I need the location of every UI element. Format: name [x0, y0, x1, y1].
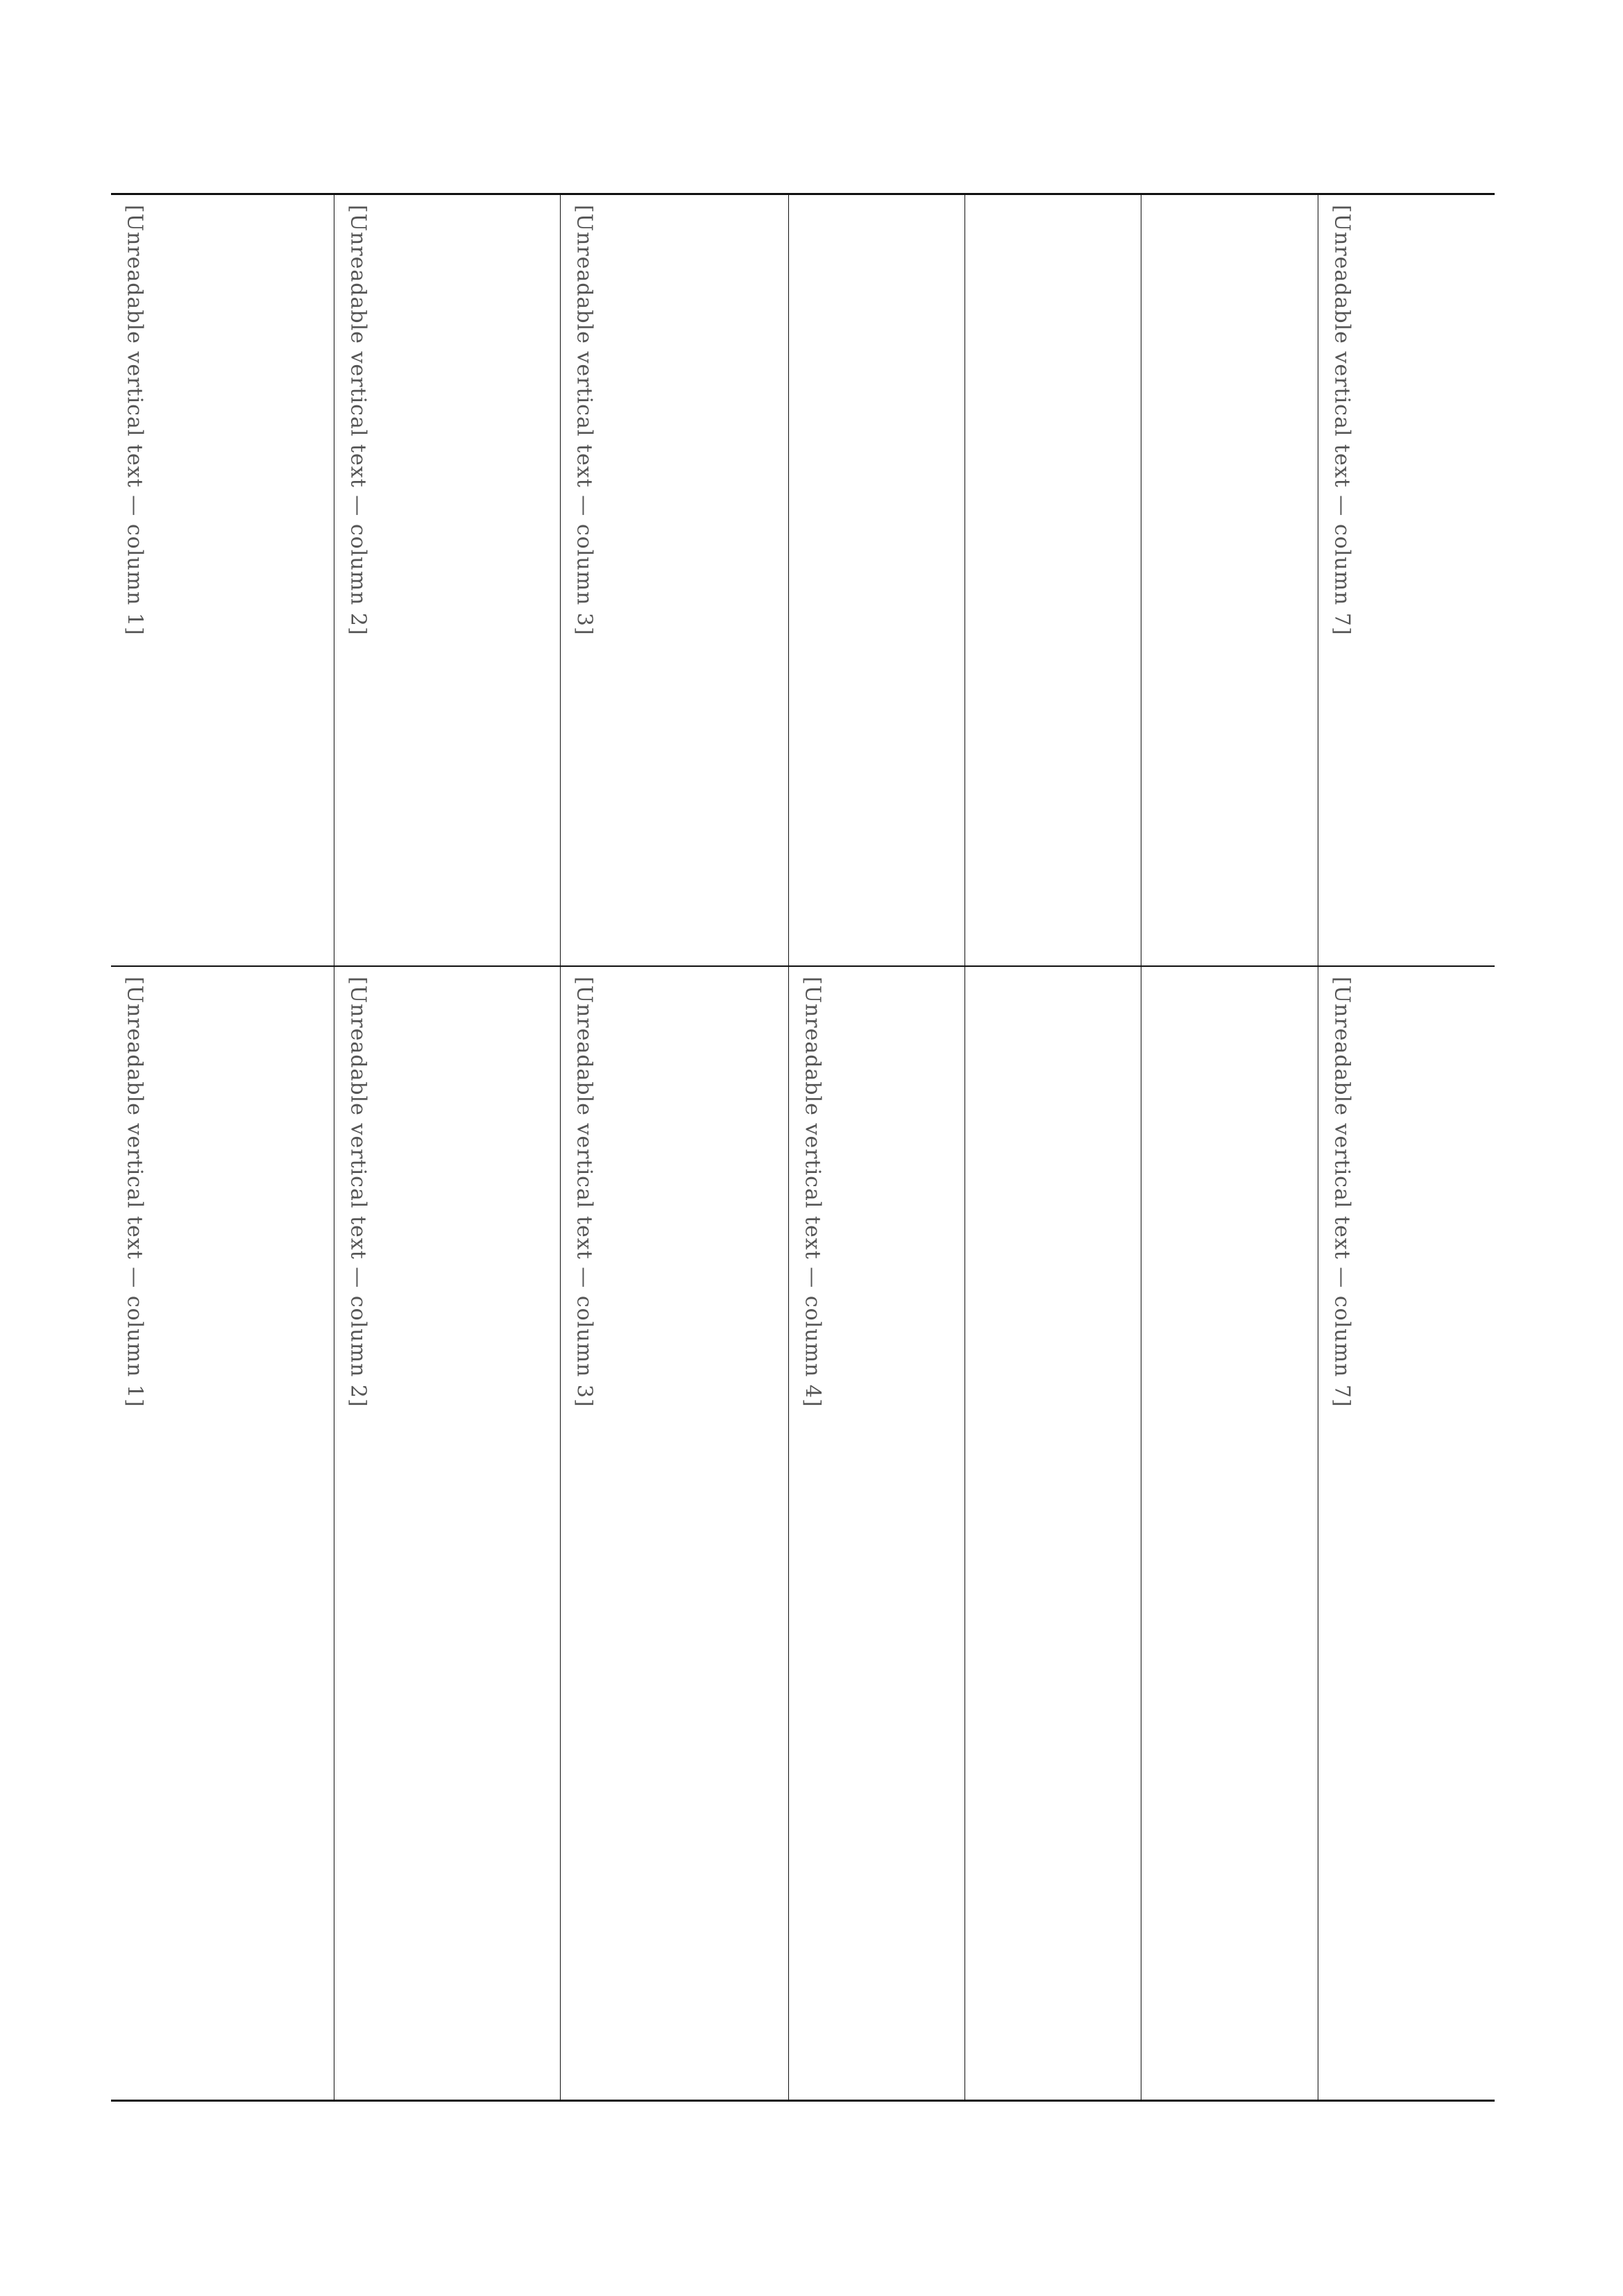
- table-cell: [111, 967, 334, 2102]
- table-cell: [561, 195, 789, 965]
- table-cell: [1318, 195, 1495, 965]
- table-cell: [334, 967, 561, 2102]
- table-cell: [965, 967, 1141, 2102]
- table-cell: [1318, 967, 1495, 2102]
- table-cell: [789, 195, 965, 965]
- cell-text: [Unreadable vertical text — column 7]: [1329, 205, 1354, 636]
- table-cell: [1141, 967, 1318, 2102]
- legislative-comparison-table: [111, 193, 1495, 2102]
- cell-text: [Unreadable vertical text — column 3]: [572, 977, 597, 1408]
- cell-text: [Unreadable vertical text — column 7]: [1329, 977, 1354, 1408]
- cell-text: [Unreadable vertical text — column 2]: [346, 205, 371, 636]
- cell-text: [Unreadable vertical text — column 1]: [122, 977, 147, 1408]
- cell-text: [Unreadable vertical text — column 3]: [572, 205, 597, 636]
- table-cell: [334, 195, 561, 965]
- table-cell: [1141, 195, 1318, 965]
- cell-text: [Unreadable vertical text — column 4]: [800, 977, 825, 1408]
- table-cell: [965, 195, 1141, 965]
- table-cell: [111, 195, 334, 965]
- cell-text: [Unreadable vertical text — column 1]: [122, 205, 147, 636]
- table-cell: [561, 967, 789, 2102]
- cell-text: [Unreadable vertical text — column 2]: [346, 977, 371, 1408]
- table-row-upper: [111, 195, 1495, 967]
- table-cell: [789, 967, 965, 2102]
- table-row-lower: [111, 967, 1495, 2102]
